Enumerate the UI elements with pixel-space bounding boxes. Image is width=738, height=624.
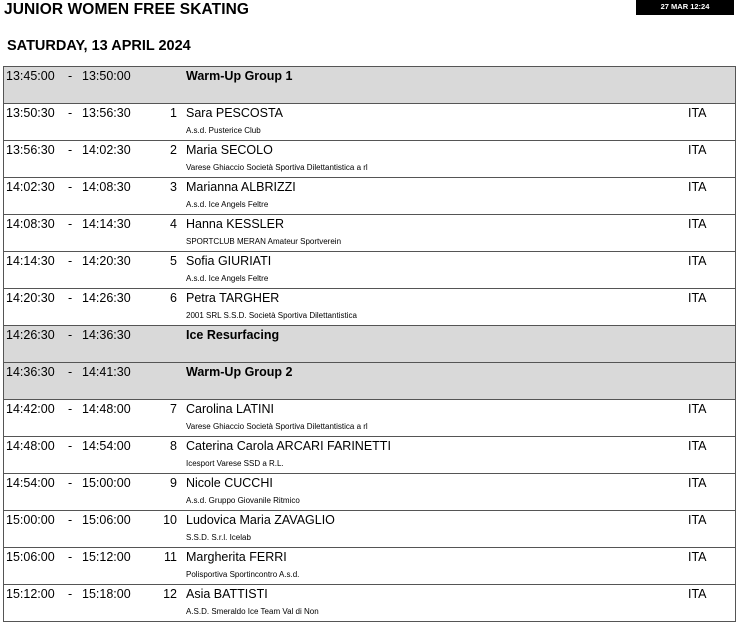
end-time: 14:20:30 — [82, 254, 131, 268]
time-separator: - — [68, 291, 73, 305]
end-time: 14:48:00 — [82, 402, 131, 416]
end-time: 14:08:30 — [82, 180, 131, 194]
time-separator: - — [68, 365, 73, 379]
club-name: A.s.d. Pusterice Club — [186, 126, 261, 135]
skater-row — [4, 585, 735, 622]
event-label: Warm-Up Group 2 — [186, 365, 293, 379]
skater-row — [4, 437, 735, 474]
start-time: 14:26:30 — [6, 328, 55, 342]
event-label: Warm-Up Group 1 — [186, 69, 293, 83]
start-number: 10 — [163, 513, 177, 527]
skater-name: Sara PESCOSTA — [186, 106, 284, 120]
end-time: 14:26:30 — [82, 291, 131, 305]
nation-code: ITA — [688, 550, 707, 564]
club-name: A.S.D. Smeraldo Ice Team Val di Non — [186, 607, 319, 616]
start-number: 7 — [170, 402, 177, 416]
start-time: 14:36:30 — [6, 365, 55, 379]
event-row — [4, 326, 735, 363]
club-name: A.s.d. Ice Angels Feltre — [186, 200, 269, 209]
time-separator: - — [68, 402, 73, 416]
start-time: 14:08:30 — [6, 217, 55, 231]
club-name: SPORTCLUB MERAN Amateur Sportverein — [186, 237, 342, 246]
start-number: 5 — [170, 254, 177, 268]
club-name: Varese Ghiaccio Società Sportiva Dilettantistica a rl — [186, 422, 368, 431]
start-number: 1 — [170, 106, 177, 120]
start-time: 15:00:00 — [6, 513, 55, 527]
club-name: 2001 SRL S.S.D. Società Sportiva Dilettantistica — [186, 311, 357, 320]
skater-row — [4, 548, 735, 585]
time-separator: - — [68, 328, 73, 342]
skater-name: Maria SECOLO — [186, 143, 273, 157]
end-time: 15:12:00 — [82, 550, 131, 564]
skater-name: Caterina Carola ARCARI FARINETTI — [186, 439, 391, 453]
nation-code: ITA — [688, 106, 707, 120]
start-time: 14:20:30 — [6, 291, 55, 305]
start-time: 13:45:00 — [6, 69, 55, 83]
start-time: 13:50:30 — [6, 106, 55, 120]
start-time: 14:42:00 — [6, 402, 55, 416]
nation-code: ITA — [688, 291, 707, 305]
time-separator: - — [68, 587, 73, 601]
skater-row — [4, 400, 735, 437]
skater-row — [4, 474, 735, 511]
skater-name: Carolina LATINI — [186, 402, 274, 416]
skater-name: Margherita FERRI — [186, 550, 287, 564]
nation-code: ITA — [688, 587, 707, 601]
nation-code: ITA — [688, 217, 707, 231]
start-time: 15:06:00 — [6, 550, 55, 564]
club-name: S.S.D. S.r.l. Icelab — [186, 533, 251, 542]
end-time: 14:36:30 — [82, 328, 131, 342]
nation-code: ITA — [688, 180, 707, 194]
skater-name: Ludovica Maria ZAVAGLIO — [186, 513, 335, 527]
time-separator: - — [68, 143, 73, 157]
nation-code: ITA — [688, 143, 707, 157]
start-number: 12 — [163, 587, 177, 601]
skater-name: Marianna ALBRIZZI — [186, 180, 296, 194]
event-label: Ice Resurfacing — [186, 328, 280, 342]
skater-name: Nicole CUCCHI — [186, 476, 273, 490]
start-number: 3 — [170, 180, 177, 194]
nation-code: ITA — [688, 254, 707, 268]
start-time: 15:12:00 — [6, 587, 55, 601]
end-time: 14:41:30 — [82, 365, 131, 379]
club-name: Varese Ghiaccio Società Sportiva Dilettantistica a rl — [186, 163, 368, 172]
time-separator: - — [68, 513, 73, 527]
end-time: 15:18:00 — [82, 587, 131, 601]
time-separator: - — [68, 69, 73, 83]
time-separator: - — [68, 550, 73, 564]
end-time: 15:00:00 — [82, 476, 131, 490]
start-number: 8 — [170, 439, 177, 453]
skater-row — [4, 215, 735, 252]
club-name: A.s.d. Gruppo Giovanile Ritmico — [186, 496, 300, 505]
nation-code: ITA — [688, 476, 707, 490]
club-name: Icesport Varese SSD a R.L. — [186, 459, 284, 468]
start-time: 14:14:30 — [6, 254, 55, 268]
time-separator: - — [68, 180, 73, 194]
nation-code: ITA — [688, 513, 707, 527]
skater-name: Asia BATTISTI — [186, 587, 268, 601]
start-time: 14:02:30 — [6, 180, 55, 194]
start-time: 13:56:30 — [6, 143, 55, 157]
club-name: Polisportiva Sportincontro A.s.d. — [186, 570, 300, 579]
time-separator: - — [68, 439, 73, 453]
document-title: JUNIOR WOMEN FREE SKATING — [4, 1, 250, 18]
end-time: 14:02:30 — [82, 143, 131, 157]
end-time: 13:56:30 — [82, 106, 131, 120]
skater-row — [4, 511, 735, 548]
time-separator: - — [68, 217, 73, 231]
skater-row — [4, 141, 735, 178]
end-time: 14:14:30 — [82, 217, 131, 231]
start-number: 9 — [170, 476, 177, 490]
nation-code: ITA — [688, 439, 707, 453]
nation-code: ITA — [688, 402, 707, 416]
skater-name: Hanna KESSLER — [186, 217, 284, 231]
time-separator: - — [68, 476, 73, 490]
skater-row — [4, 289, 735, 326]
skater-row — [4, 178, 735, 215]
skater-row — [4, 252, 735, 289]
skater-row — [4, 104, 735, 141]
time-separator: - — [68, 106, 73, 120]
schedule-table — [3, 66, 736, 622]
end-time: 15:06:00 — [82, 513, 131, 527]
event-row — [4, 363, 735, 400]
start-time: 14:54:00 — [6, 476, 55, 490]
club-name: A.s.d. Ice Angels Feltre — [186, 274, 269, 283]
start-number: 4 — [170, 217, 177, 231]
skater-name: Sofia GIURIATI — [186, 254, 272, 268]
time-separator: - — [68, 254, 73, 268]
start-number: 6 — [170, 291, 177, 305]
date-heading: SATURDAY, 13 APRIL 2024 — [7, 38, 191, 54]
start-number: 2 — [170, 143, 177, 157]
end-time: 14:54:00 — [82, 439, 131, 453]
skater-name: Petra TARGHER — [186, 291, 280, 305]
print-timestamp: 27 MAR 12:24 — [636, 0, 734, 15]
start-time: 14:48:00 — [6, 439, 55, 453]
end-time: 13:50:00 — [82, 69, 131, 83]
start-number: 11 — [164, 550, 177, 564]
event-row — [4, 67, 735, 104]
